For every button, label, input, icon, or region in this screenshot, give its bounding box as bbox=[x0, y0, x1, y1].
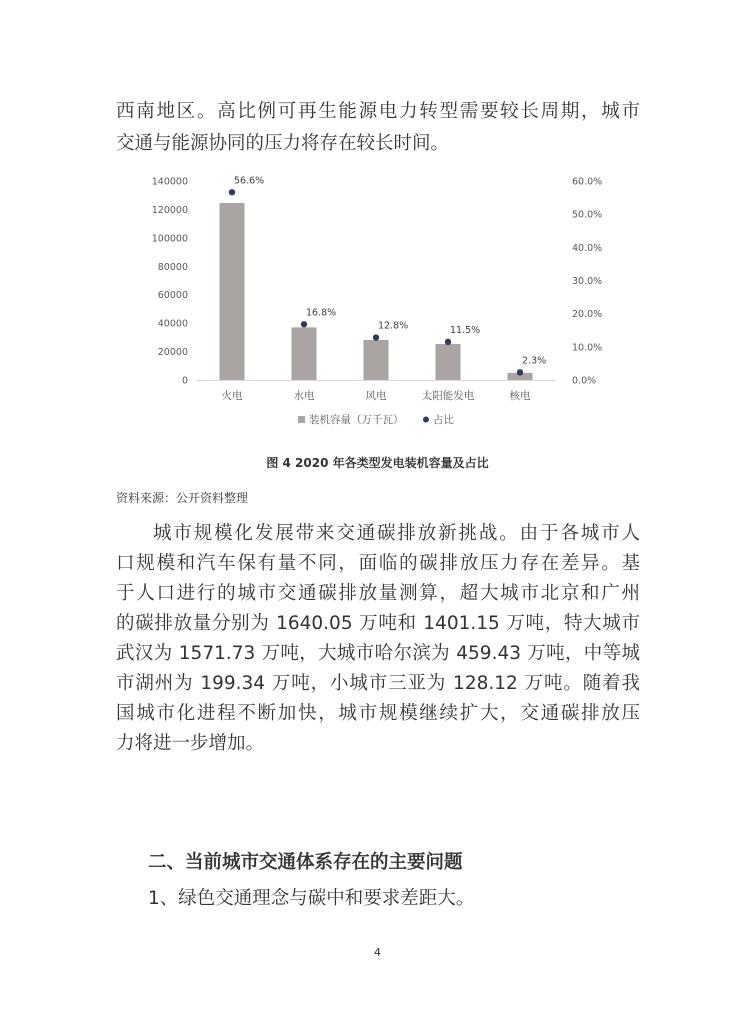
y-right-tick-label: 0.0% bbox=[572, 375, 597, 387]
text-line: 交通与能源协同的压力将存在较长时间。 bbox=[116, 133, 450, 154]
y-right-tick-label: 10.0% bbox=[572, 342, 603, 354]
y-left-tick-label: 20000 bbox=[157, 347, 188, 359]
y-left-tick-label: 40000 bbox=[157, 318, 188, 330]
y-right-tick-label: 60.0% bbox=[572, 176, 603, 188]
y-left-tick-label: 140000 bbox=[151, 176, 188, 188]
page-number: 4 bbox=[374, 946, 381, 959]
data-label: 2.3% bbox=[522, 355, 547, 367]
x-tick-label: 太阳能发电 bbox=[421, 390, 475, 402]
y-left-tick-label: 120000 bbox=[151, 204, 188, 216]
y-right-tick-label: 30.0% bbox=[572, 276, 603, 287]
bar bbox=[364, 340, 389, 380]
source-note: 资料来源：公开资料整理 bbox=[116, 491, 249, 505]
data-label: 56.6% bbox=[234, 175, 265, 187]
x-tick-label: 水电 bbox=[293, 390, 315, 402]
legend-swatch-bar bbox=[298, 416, 305, 423]
bar bbox=[292, 327, 317, 380]
top-paragraph bbox=[116, 96, 640, 160]
y-right-tick-label: 40.0% bbox=[572, 242, 603, 254]
text-line: 城市规模化发展带来交通碳排放新挑战。由于各城市人 bbox=[153, 523, 640, 544]
text-line: 武汉为 1571.73 万吨，大城市哈尔滨为 459.43 万吨，中等城 bbox=[116, 643, 640, 664]
y-left-tick-label: 60000 bbox=[157, 290, 188, 302]
bar bbox=[436, 344, 461, 380]
text-line: 口规模和汽车保有量不同，面临的碳排放压力存在差异。基 bbox=[116, 553, 640, 574]
x-tick-label: 火电 bbox=[221, 390, 243, 402]
capacity-chart bbox=[116, 172, 636, 442]
data-label: 11.5% bbox=[450, 324, 481, 336]
data-label: 12.8% bbox=[378, 320, 409, 332]
data-point bbox=[301, 321, 307, 327]
y-left-tick-label: 0 bbox=[181, 375, 188, 387]
data-point bbox=[517, 369, 523, 375]
text-line: 市湖州为 199.34 万吨，小城市三亚为 128.12 万吨。随着我 bbox=[116, 673, 640, 694]
y-right-tick-label: 20.0% bbox=[572, 309, 603, 321]
text-line: 西南地区。高比例可再生能源电力转型需要较长周期，城市 bbox=[116, 101, 640, 122]
text-line: 于人口进行的城市交通碳排放量测算，超大城市北京和广州 bbox=[116, 583, 640, 604]
data-label: 16.8% bbox=[306, 307, 337, 319]
y-left-tick-label: 100000 bbox=[151, 233, 188, 245]
legend-label: 占比 bbox=[433, 414, 454, 426]
sub-heading: 1、绿色交通理念与碳中和要求差距大。 bbox=[148, 888, 475, 909]
text-line: 国城市化进程不断加快，城市规模继续扩大，交通碳排放压 bbox=[116, 703, 640, 724]
data-point bbox=[229, 189, 235, 195]
y-left-tick-label: 80000 bbox=[157, 261, 188, 273]
y-right-tick-label: 50.0% bbox=[572, 209, 603, 221]
text-line: 力将进一步增加。 bbox=[116, 733, 265, 754]
main-paragraph bbox=[116, 519, 640, 759]
bar bbox=[220, 203, 245, 380]
data-point bbox=[445, 339, 451, 345]
section-heading: 二、当前城市交通体系存在的主要问题 bbox=[148, 852, 463, 873]
figure-caption: 图 4 2020 年各类型发电装机容量及占比 bbox=[266, 456, 489, 470]
x-tick-label: 风电 bbox=[365, 390, 387, 402]
legend-label: 装机容量（万千瓦） bbox=[309, 414, 404, 426]
text-line: 的碳排放量分别为 1640.05 万吨和 1401.15 万吨，特大城市 bbox=[116, 613, 640, 634]
x-tick-label: 核电 bbox=[509, 390, 531, 402]
legend-swatch-dot bbox=[423, 417, 429, 423]
data-point bbox=[373, 334, 379, 340]
